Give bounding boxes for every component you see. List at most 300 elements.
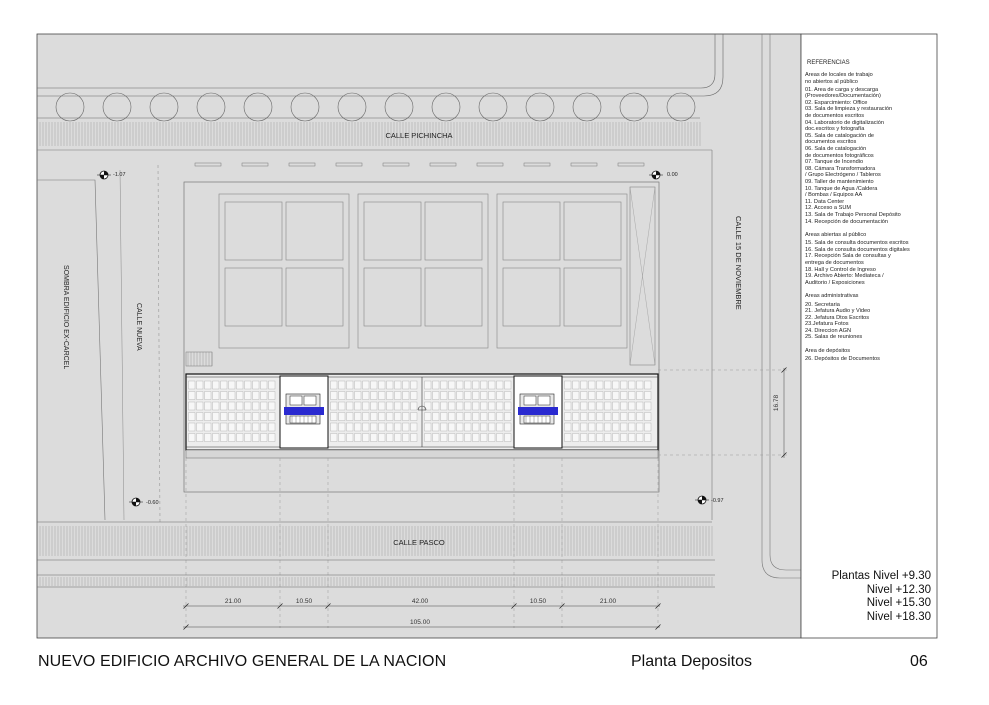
shelf-unit bbox=[433, 381, 440, 389]
shelf-unit bbox=[189, 413, 196, 421]
shelf-unit bbox=[403, 413, 410, 421]
shelf-unit bbox=[573, 402, 580, 410]
shelf-unit bbox=[637, 434, 644, 442]
shelf-unit bbox=[629, 423, 636, 431]
reference-group-heading: Area de depósitos bbox=[805, 348, 851, 355]
shelf-unit bbox=[441, 423, 448, 431]
reference-group-heading: Areas abiertas al público bbox=[805, 232, 867, 239]
shelf-unit bbox=[613, 381, 620, 389]
shelf-unit bbox=[253, 413, 260, 421]
shelf-unit bbox=[497, 392, 504, 400]
shelf-unit bbox=[355, 402, 362, 410]
shelf-unit bbox=[197, 413, 204, 421]
shelf-unit bbox=[403, 434, 410, 442]
shelf-unit bbox=[269, 423, 276, 431]
shelf-unit bbox=[387, 402, 394, 410]
shelf-unit bbox=[441, 413, 448, 421]
shelf-unit bbox=[613, 423, 620, 431]
shelf-unit bbox=[621, 381, 628, 389]
shelf-unit bbox=[473, 413, 480, 421]
shelf-unit bbox=[425, 381, 432, 389]
shelf-unit bbox=[573, 413, 580, 421]
levels-line-3: Nivel +15.30 bbox=[866, 597, 931, 609]
shelf-unit bbox=[331, 392, 338, 400]
shelf-unit bbox=[371, 413, 378, 421]
reference-item: 17. Recepción Sala de consultas y entrega de documentos bbox=[805, 253, 891, 267]
shelf-unit bbox=[261, 434, 268, 442]
shelf-unit bbox=[355, 413, 362, 421]
shelf-unit bbox=[387, 434, 394, 442]
shelf-unit bbox=[347, 392, 354, 400]
dimension-segment-1: 21.00 bbox=[224, 598, 242, 605]
shelf-unit bbox=[339, 381, 346, 389]
reference-item: 21. Jefatura Audio y Video bbox=[805, 308, 871, 315]
shelf-unit bbox=[269, 402, 276, 410]
shelf-unit bbox=[489, 392, 496, 400]
shelf-unit bbox=[213, 381, 220, 389]
shelf-unit bbox=[213, 392, 220, 400]
reference-item: 15. Sala de consulta documentos escritos bbox=[805, 240, 909, 247]
shelf-unit bbox=[637, 413, 644, 421]
shelf-unit bbox=[629, 434, 636, 442]
reference-item: 26. Depósitos de Documentos bbox=[805, 356, 880, 363]
shelf-unit bbox=[573, 392, 580, 400]
shelf-unit bbox=[205, 434, 212, 442]
shelf-unit bbox=[637, 423, 644, 431]
shelf-unit bbox=[379, 392, 386, 400]
shelf-unit bbox=[441, 381, 448, 389]
shelf-unit bbox=[371, 381, 378, 389]
shelf-unit bbox=[605, 402, 612, 410]
shelf-unit bbox=[395, 402, 402, 410]
shelf-unit bbox=[581, 381, 588, 389]
reference-item: 20. Secretaria bbox=[805, 301, 840, 308]
street-label-shadow: SOMBRA EDIFICIO EX-CARCEL bbox=[62, 265, 69, 370]
shelf-unit bbox=[331, 402, 338, 410]
shelf-unit bbox=[347, 413, 354, 421]
shelf-unit bbox=[457, 402, 464, 410]
shelf-unit bbox=[597, 402, 604, 410]
shelf-unit bbox=[371, 423, 378, 431]
reference-group bbox=[805, 293, 935, 341]
reference-item: 16. Sala de consulta documentos digitales bbox=[805, 246, 910, 253]
shelf-unit bbox=[597, 381, 604, 389]
shelf-unit bbox=[473, 392, 480, 400]
levels-line-1: Plantas Nivel +9.30 bbox=[831, 570, 931, 582]
shelf-unit bbox=[269, 434, 276, 442]
shelf-unit bbox=[629, 381, 636, 389]
shelf-unit bbox=[613, 402, 620, 410]
shelf-unit bbox=[371, 402, 378, 410]
shelf-unit bbox=[379, 413, 386, 421]
shelf-unit bbox=[465, 402, 472, 410]
shelf-unit bbox=[597, 423, 604, 431]
shelf-unit bbox=[331, 381, 338, 389]
shelf-unit bbox=[411, 381, 418, 389]
shelf-unit bbox=[213, 413, 220, 421]
shelf-unit bbox=[613, 413, 620, 421]
shelf-unit bbox=[637, 381, 644, 389]
dimension-depth: 16.78 bbox=[773, 394, 780, 412]
shelf-unit bbox=[565, 392, 572, 400]
shelf-unit bbox=[497, 402, 504, 410]
shelf-unit bbox=[363, 392, 370, 400]
shelf-unit bbox=[441, 402, 448, 410]
shelf-unit bbox=[465, 413, 472, 421]
reference-group-heading: Areas de locales de trabajo no abiertos al público bbox=[805, 72, 873, 85]
shelf-unit bbox=[645, 413, 652, 421]
shelf-unit bbox=[197, 434, 204, 442]
shelf-unit bbox=[221, 381, 228, 389]
shelf-unit bbox=[261, 413, 268, 421]
shelf-unit bbox=[347, 423, 354, 431]
shelf-unit bbox=[605, 423, 612, 431]
shelf-unit bbox=[411, 402, 418, 410]
shelf-unit bbox=[403, 392, 410, 400]
shelf-unit bbox=[253, 423, 260, 431]
shelf-unit bbox=[205, 392, 212, 400]
reference-item: 24. Direccion AGN bbox=[805, 327, 852, 334]
shelf-unit bbox=[363, 381, 370, 389]
shelf-unit bbox=[433, 434, 440, 442]
shelf-unit bbox=[645, 423, 652, 431]
shelf-unit bbox=[347, 381, 354, 389]
shelf-unit bbox=[497, 423, 504, 431]
sidewalk-hatch-north bbox=[40, 122, 700, 146]
levels-line-4: Nivel +18.30 bbox=[866, 610, 931, 623]
shelf-unit bbox=[629, 413, 636, 421]
shelf-unit bbox=[261, 392, 268, 400]
shelf-unit bbox=[229, 413, 236, 421]
shelf-unit bbox=[189, 402, 196, 410]
shelf-unit bbox=[411, 434, 418, 442]
level-value-sw: -0.60 bbox=[146, 500, 159, 506]
shelf-unit bbox=[425, 434, 432, 442]
shelf-unit bbox=[379, 434, 386, 442]
shelf-unit bbox=[387, 423, 394, 431]
level-value-nw: -1.07 bbox=[113, 172, 126, 178]
reference-item: 04. Laboratorio de digitalización doc.escritos y fotografía bbox=[805, 119, 884, 133]
shelf-unit bbox=[497, 381, 504, 389]
shelf-unit bbox=[629, 402, 636, 410]
shelf-unit bbox=[505, 402, 512, 410]
shelf-unit bbox=[363, 413, 370, 421]
shelf-unit bbox=[331, 423, 338, 431]
shelf-unit bbox=[481, 381, 488, 389]
shelf-unit bbox=[269, 413, 276, 421]
dimension-segment-3: 42.00 bbox=[411, 598, 429, 605]
shelf-unit bbox=[489, 423, 496, 431]
shelf-unit bbox=[481, 434, 488, 442]
shelf-unit bbox=[379, 381, 386, 389]
shelf-unit bbox=[237, 381, 244, 389]
elevator-cab bbox=[524, 396, 536, 405]
shelf-unit bbox=[645, 402, 652, 410]
plan-field bbox=[37, 34, 801, 638]
shelf-unit bbox=[433, 392, 440, 400]
shelf-unit bbox=[395, 434, 402, 442]
shelf-unit bbox=[605, 381, 612, 389]
shelf-unit bbox=[245, 413, 252, 421]
shelf-unit bbox=[237, 423, 244, 431]
shelf-unit bbox=[213, 423, 220, 431]
shelf-unit bbox=[355, 423, 362, 431]
shelf-unit bbox=[465, 381, 472, 389]
shelf-unit bbox=[379, 423, 386, 431]
shelf-unit bbox=[237, 392, 244, 400]
shelf-unit bbox=[449, 413, 456, 421]
shelf-unit bbox=[411, 392, 418, 400]
shelf-unit bbox=[565, 381, 572, 389]
shelf-unit bbox=[237, 413, 244, 421]
shelf-unit bbox=[403, 381, 410, 389]
levels-line-2: Nivel +12.30 bbox=[866, 583, 931, 596]
shelf-unit bbox=[637, 402, 644, 410]
sheet-number: 06 bbox=[910, 653, 928, 670]
shelf-unit bbox=[205, 381, 212, 389]
shelf-unit bbox=[505, 392, 512, 400]
shelf-unit bbox=[637, 392, 644, 400]
shelf-unit bbox=[621, 402, 628, 410]
shelf-unit bbox=[411, 413, 418, 421]
shelf-unit bbox=[245, 423, 252, 431]
reference-item: 12. Acceso a SUM bbox=[805, 205, 852, 212]
shelf-unit bbox=[473, 423, 480, 431]
shelf-unit bbox=[597, 413, 604, 421]
dimension-segment-4: 10.50 bbox=[529, 598, 547, 605]
shelf-unit bbox=[189, 392, 196, 400]
reference-item: 25. Salas de reuniones bbox=[805, 334, 863, 341]
shelf-unit bbox=[457, 413, 464, 421]
shelf-unit bbox=[363, 434, 370, 442]
level-value-ne: 0.00 bbox=[667, 172, 678, 178]
shelf-unit bbox=[573, 434, 580, 442]
reference-item: 18. Hall y Control de Ingreso bbox=[805, 266, 876, 273]
reference-item: 05. Sala de catalogación de documentos escritos bbox=[805, 132, 875, 146]
shelf-unit bbox=[449, 381, 456, 389]
shelf-unit bbox=[221, 423, 228, 431]
reference-group bbox=[805, 348, 935, 363]
shelf-unit bbox=[565, 434, 572, 442]
shelf-unit bbox=[387, 392, 394, 400]
shelf-unit bbox=[347, 402, 354, 410]
references-title: REFERENCIAS bbox=[807, 60, 850, 66]
shelf-unit bbox=[605, 392, 612, 400]
core-corridor bbox=[518, 407, 558, 415]
shelf-unit bbox=[565, 402, 572, 410]
shelf-unit bbox=[237, 402, 244, 410]
shelf-unit bbox=[497, 413, 504, 421]
shelf-unit bbox=[441, 434, 448, 442]
shelf-unit bbox=[565, 423, 572, 431]
shelf-unit bbox=[261, 402, 268, 410]
shelf-unit bbox=[505, 434, 512, 442]
level-value-se: -0.97 bbox=[711, 498, 724, 504]
shelf-unit bbox=[457, 381, 464, 389]
shelf-unit bbox=[245, 402, 252, 410]
shelf-unit bbox=[205, 402, 212, 410]
shelf-unit bbox=[589, 402, 596, 410]
shelf-unit bbox=[253, 402, 260, 410]
shelf-unit bbox=[261, 423, 268, 431]
shelf-unit bbox=[449, 434, 456, 442]
reference-item: 07. Tanque de Incendio bbox=[805, 159, 864, 166]
shelf-unit bbox=[433, 402, 440, 410]
shelf-unit bbox=[339, 434, 346, 442]
shelf-unit bbox=[229, 402, 236, 410]
reference-item: 23.Jefatura Fotos bbox=[805, 321, 849, 328]
shelf-unit bbox=[621, 392, 628, 400]
shelf-unit bbox=[339, 402, 346, 410]
reference-item: 09. Taller de mantenimiento bbox=[805, 179, 874, 185]
shelf-unit bbox=[425, 423, 432, 431]
references-list bbox=[805, 72, 935, 370]
shelf-unit bbox=[473, 434, 480, 442]
reference-group bbox=[805, 72, 935, 225]
shelf-unit bbox=[465, 434, 472, 442]
elevator-cab bbox=[538, 396, 550, 405]
shelf-unit bbox=[433, 413, 440, 421]
reference-item: 06. Sala de catalogación de documentos fotográficos bbox=[805, 146, 874, 159]
reference-item: 14. Recepción de documentación bbox=[805, 218, 889, 225]
shelf-unit bbox=[589, 392, 596, 400]
shelf-unit bbox=[355, 434, 362, 442]
shelf-unit bbox=[229, 434, 236, 442]
dimension-total: 105.00 bbox=[410, 619, 430, 626]
street-label-south: CALLE PASCO bbox=[393, 538, 445, 547]
shelf-unit bbox=[347, 434, 354, 442]
shelf-unit bbox=[581, 423, 588, 431]
reference-panel bbox=[801, 34, 937, 638]
shelf-unit bbox=[645, 392, 652, 400]
shelf-unit bbox=[621, 423, 628, 431]
shelf-unit bbox=[253, 381, 260, 389]
project-title: NUEVO EDIFICIO ARCHIVO GENERAL DE LA NACION bbox=[38, 653, 447, 670]
shelf-unit bbox=[449, 402, 456, 410]
shelf-unit bbox=[573, 423, 580, 431]
shelf-unit bbox=[269, 381, 276, 389]
shelf-unit bbox=[449, 392, 456, 400]
shelf-unit bbox=[581, 434, 588, 442]
shelf-unit bbox=[449, 423, 456, 431]
shelf-unit bbox=[253, 392, 260, 400]
shelf-unit bbox=[457, 392, 464, 400]
shelf-unit bbox=[589, 381, 596, 389]
shelf-unit bbox=[197, 392, 204, 400]
shelf-unit bbox=[425, 392, 432, 400]
shelf-unit bbox=[589, 413, 596, 421]
shelf-unit bbox=[331, 413, 338, 421]
shelf-unit bbox=[629, 392, 636, 400]
shelf-unit bbox=[589, 434, 596, 442]
shelf-unit bbox=[425, 402, 432, 410]
shelf-unit bbox=[489, 381, 496, 389]
shelf-unit bbox=[229, 392, 236, 400]
shelf-unit bbox=[581, 392, 588, 400]
shelf-unit bbox=[481, 413, 488, 421]
street-label-north: CALLE PICHINCHA bbox=[385, 131, 453, 140]
shelf-unit bbox=[245, 392, 252, 400]
reference-item: 03. Sala de limpieza y restauración de documentos escritos bbox=[805, 106, 893, 120]
core-corridor bbox=[284, 407, 324, 415]
reference-item: 02. Esparcimiento: Office bbox=[805, 99, 868, 106]
shelf-unit bbox=[425, 413, 432, 421]
shelf-unit bbox=[253, 434, 260, 442]
shelf-unit bbox=[395, 413, 402, 421]
shelf-unit bbox=[339, 413, 346, 421]
shelf-unit bbox=[621, 413, 628, 421]
shelf-unit bbox=[505, 413, 512, 421]
shelf-unit bbox=[205, 423, 212, 431]
shelf-unit bbox=[213, 434, 220, 442]
shelf-unit bbox=[339, 423, 346, 431]
shelf-unit bbox=[189, 423, 196, 431]
shelf-unit bbox=[371, 392, 378, 400]
reference-item: 13. Sala de Trabajo Personal Depósito bbox=[805, 211, 901, 218]
shelf-unit bbox=[331, 434, 338, 442]
shelf-unit bbox=[433, 423, 440, 431]
shelf-unit bbox=[621, 434, 628, 442]
shelf-unit bbox=[565, 413, 572, 421]
shelf-unit bbox=[473, 381, 480, 389]
shelf-unit bbox=[613, 434, 620, 442]
reference-item: 22. Jefatura Dtos Escritos bbox=[805, 314, 870, 321]
shelf-unit bbox=[589, 423, 596, 431]
shelf-unit bbox=[573, 381, 580, 389]
street-label-west: CALLE NUEVA bbox=[135, 303, 142, 351]
shelf-unit bbox=[489, 434, 496, 442]
reference-item: 08. Cámara Transformadora / Grupo Electrógeno / Tableros bbox=[805, 165, 881, 179]
shelf-unit bbox=[221, 402, 228, 410]
shelf-unit bbox=[605, 413, 612, 421]
shelf-unit bbox=[411, 423, 418, 431]
reference-item: 01. Area de carga y descarga (Proveedores/Documentación) bbox=[805, 86, 881, 100]
shelf-unit bbox=[403, 423, 410, 431]
shelf-unit bbox=[497, 434, 504, 442]
shelf-unit bbox=[221, 434, 228, 442]
dimension-segment-2: 10.50 bbox=[295, 598, 313, 605]
shelf-unit bbox=[189, 434, 196, 442]
shelf-unit bbox=[355, 381, 362, 389]
shelf-unit bbox=[363, 402, 370, 410]
shelf-unit bbox=[221, 413, 228, 421]
shelf-unit bbox=[379, 402, 386, 410]
shelf-unit bbox=[261, 381, 268, 389]
reference-group-heading: Areas administrativas bbox=[805, 293, 859, 300]
shelf-unit bbox=[457, 434, 464, 442]
shelf-unit bbox=[597, 434, 604, 442]
shelf-unit bbox=[465, 423, 472, 431]
shelf-unit bbox=[395, 423, 402, 431]
shelf-unit bbox=[205, 413, 212, 421]
elevator-cab bbox=[290, 396, 302, 405]
shelf-unit bbox=[395, 392, 402, 400]
shelf-unit bbox=[245, 434, 252, 442]
reference-item: 10. Tanque de Agua /Caldera / Bombas / Equipos AA bbox=[805, 185, 878, 199]
shelf-unit bbox=[441, 392, 448, 400]
elevator-cab bbox=[304, 396, 316, 405]
shelf-unit bbox=[597, 392, 604, 400]
shelf-unit bbox=[581, 402, 588, 410]
reference-item: 11. Data Center bbox=[805, 198, 845, 205]
shelf-unit bbox=[189, 381, 196, 389]
shelf-unit bbox=[197, 423, 204, 431]
shelf-unit bbox=[371, 434, 378, 442]
shelf-unit bbox=[489, 402, 496, 410]
shelf-unit bbox=[645, 381, 652, 389]
street-label-east: CALLE 15 DE NOVIEMBRE bbox=[734, 216, 743, 310]
shelf-unit bbox=[229, 381, 236, 389]
